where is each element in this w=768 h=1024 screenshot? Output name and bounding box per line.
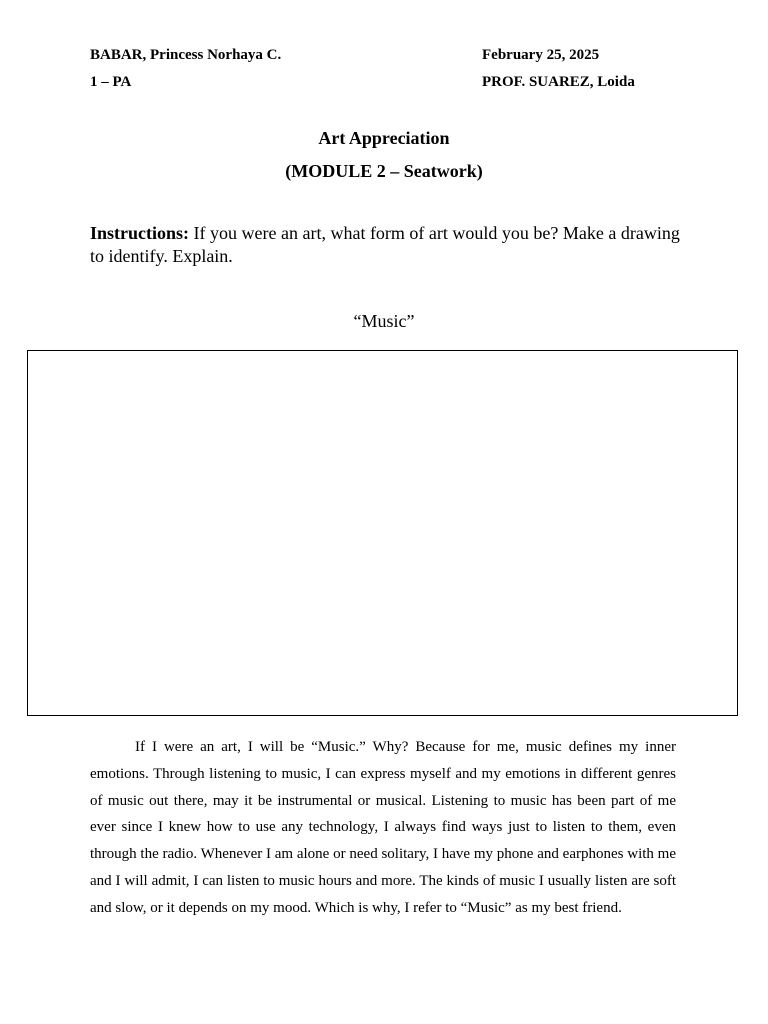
explanation-paragraph: If I were an art, I will be “Music.” Why? Because for me, music defines my inner emotions. Through listening to music, I can express myself and my emotions in different genres of music out there, may it be instrumental or musical. Listening to music has been part of me ever since I knew how to use any technology, I always find ways just to listen to them, even through the radio. Whenever I am alone or need solitary, I have my phone and earphones with me and I will admit, I can listen to music hours and more. The kinds of music I usually listen are soft and slow, or it depends on my mood. Which is why, I refer to “Music” as my best friend. [90, 739, 676, 916]
module-title: (MODULE 2 – Seatwork) [285, 161, 483, 181]
instructions-text: If you were an art, what form of art would you be? Make a drawing to identify. Explain. [90, 223, 680, 266]
submission-date: February 25, 2025 [482, 47, 600, 63]
art-form-title: “Music” [353, 311, 415, 331]
instructions-label: Instructions: [90, 223, 190, 243]
section: 1 – PA [90, 74, 132, 90]
course-title: Art Appreciation [318, 128, 450, 148]
professor-name: PROF. SUAREZ, Loida [482, 74, 635, 90]
drawing-box [27, 350, 738, 716]
student-name: BABAR, Princess Norhaya C. [90, 47, 282, 63]
instructions [90, 222, 680, 268]
